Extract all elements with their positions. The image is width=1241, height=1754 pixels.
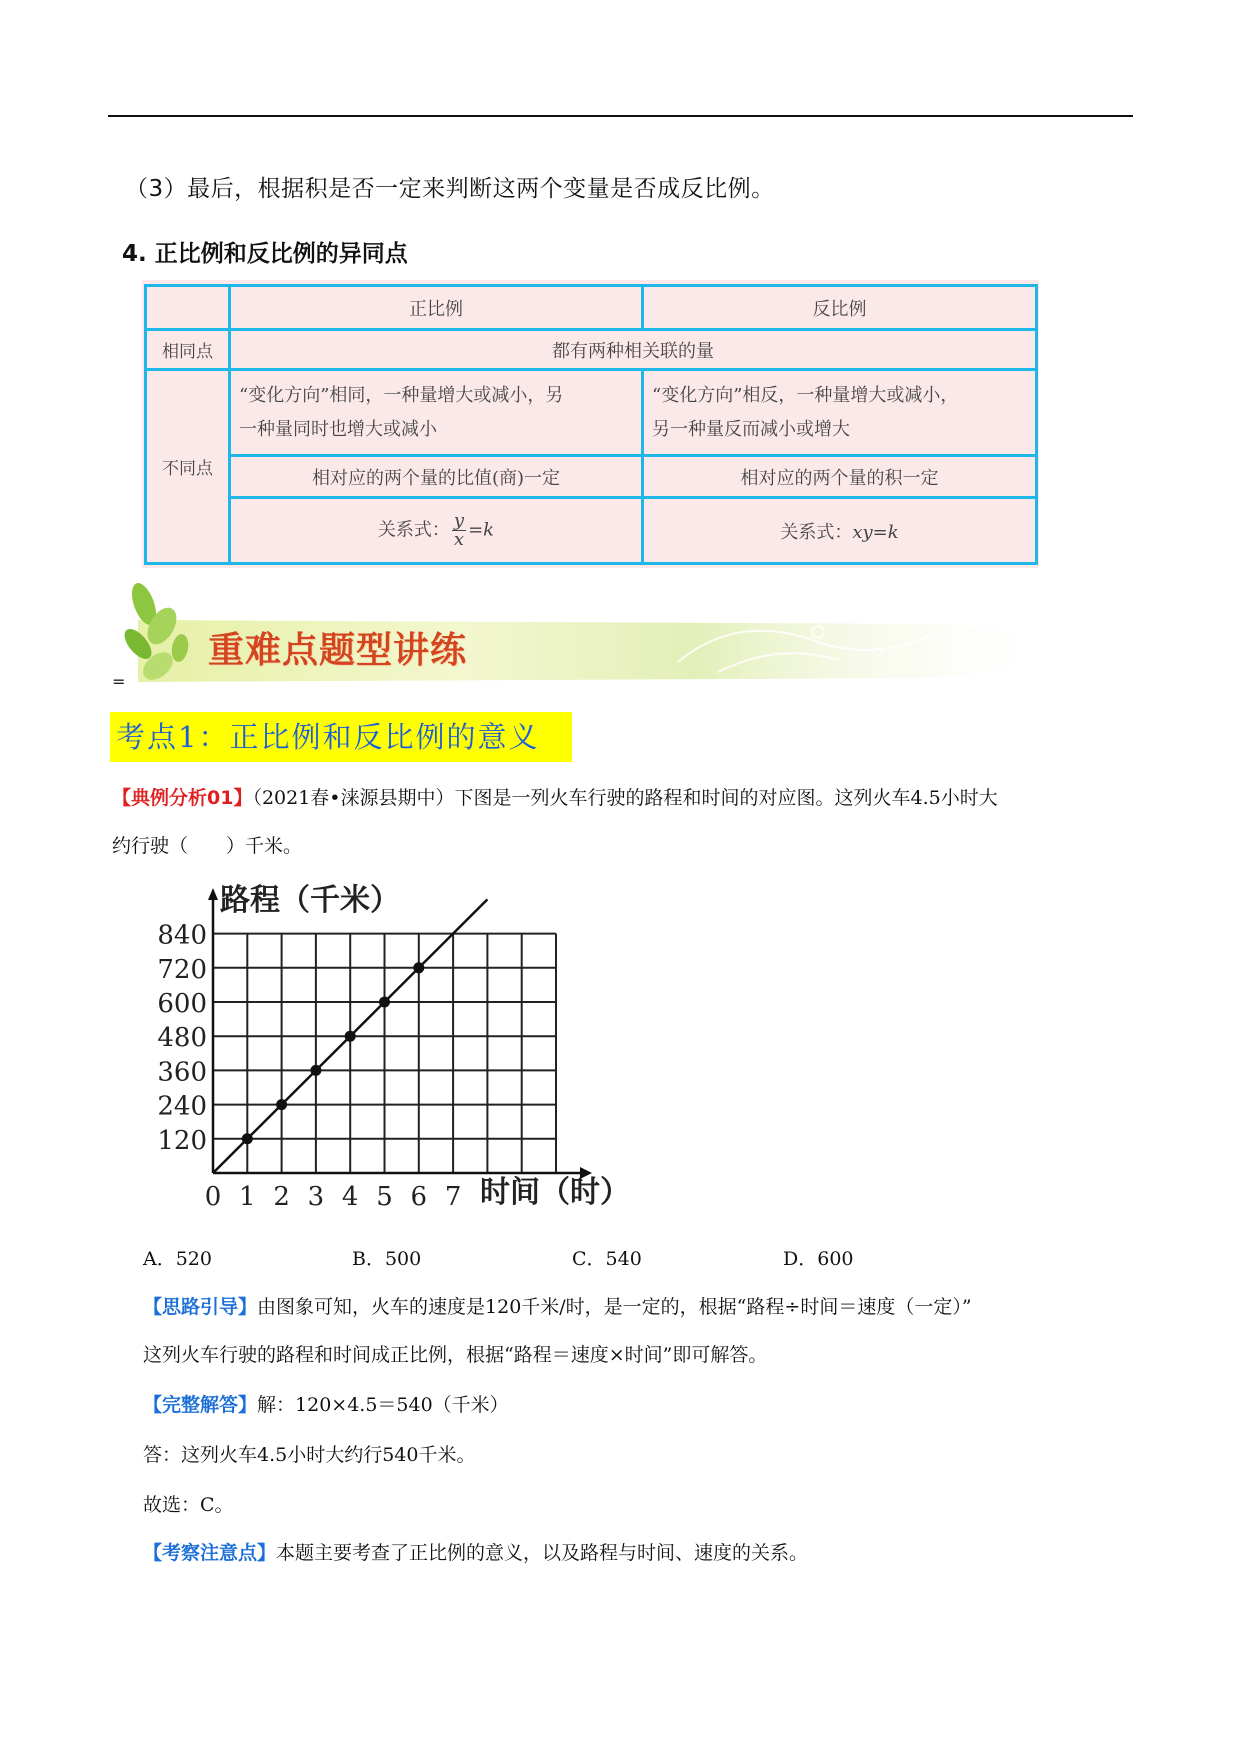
- direct-formula-prefix: 关系式：: [377, 519, 450, 541]
- data-point: [276, 1099, 287, 1110]
- y-axis-label: 路程（千米）: [220, 883, 400, 918]
- data-point: [345, 1031, 356, 1042]
- inverse-formula-expr: xy=k: [852, 521, 899, 543]
- y-tick-label: 480: [157, 1023, 207, 1054]
- y-tick-label: 720: [157, 954, 207, 985]
- table-corner-cell: [146, 286, 230, 330]
- direct-ratio: 相对应的两个量的比值(商)一定: [230, 456, 643, 498]
- inverse-product: 相对应的两个量的积一定: [643, 456, 1037, 498]
- x-tick-label: 5: [376, 1182, 393, 1212]
- data-point: [310, 1065, 321, 1076]
- section4-heading: 4. 正比例和反比例的异同点: [122, 241, 408, 267]
- inverse-formula-prefix: 关系式：: [780, 521, 853, 543]
- x-tick-label: 6: [410, 1182, 428, 1212]
- direct-formula-rhs: =k: [468, 519, 495, 541]
- fraction-denominator: x: [453, 529, 465, 550]
- option-c[interactable]: C．540: [572, 1248, 642, 1270]
- x-tick-label: 2: [273, 1182, 290, 1212]
- analysis-tag: 【思路引导】: [143, 1296, 258, 1318]
- solution-line: [143, 1390, 509, 1417]
- data-point: [413, 962, 424, 973]
- comparison-table-panel: [142, 280, 1039, 568]
- diff-label: 不同点: [146, 370, 230, 564]
- kaodian-heading: 考点1：正比例和反比例的意义: [110, 712, 572, 762]
- direct-change-line2: 一种量同时也增大或减小: [239, 418, 437, 440]
- x-tick-label: 0: [204, 1182, 222, 1212]
- same-text: 都有两种相关联的量: [230, 330, 1037, 370]
- x-tick-label: 1: [239, 1182, 256, 1212]
- comparison-table: [144, 284, 1038, 565]
- chart-y-ticks: [157, 921, 207, 1156]
- banner-title: 重难点题型讲练: [208, 630, 468, 671]
- direct-fraction: [452, 512, 466, 549]
- chart-x-ticks: [205, 1182, 462, 1212]
- data-point: [379, 997, 390, 1008]
- direct-formula: [230, 498, 643, 564]
- same-label: 相同点: [146, 330, 230, 370]
- y-tick-label: 120: [157, 1125, 207, 1156]
- x-tick-label: 4: [341, 1182, 359, 1212]
- option-a[interactable]: A．520: [143, 1248, 212, 1270]
- note-line: [143, 1538, 808, 1565]
- example-question-line2: 约行驶（ ）千米。: [112, 835, 303, 857]
- header-direct: 正比例: [230, 286, 643, 330]
- example-question-line1: [112, 783, 998, 810]
- y-tick-label: 840: [157, 920, 207, 951]
- inverse-change-line1: “变化方向”相反，一种量增大或减小，: [652, 384, 959, 406]
- x-tick-label: 3: [307, 1182, 325, 1212]
- chart-grid: [213, 934, 556, 1173]
- analysis-line1: [143, 1292, 972, 1319]
- answer-line: 答：这列火车4.5小时大约行540千米。: [143, 1444, 476, 1466]
- example-question-text: （2021春•涞源县期中）下图是一列火车行驶的路程和时间的对应图。这列火车4.5小时大: [252, 787, 998, 809]
- direct-change-cell: [230, 370, 643, 456]
- eq-mark: =: [112, 672, 126, 691]
- note-text: 本题主要考查了正比例的意义，以及路程与时间、速度的关系。: [276, 1542, 809, 1564]
- step3-text: （3）最后，根据积是否一定来判断这两个变量是否成反比例。: [125, 176, 775, 202]
- x-axis-label: 时间（时）: [480, 1175, 630, 1210]
- inverse-change-line2: 另一种量反而减小或增大: [652, 418, 850, 440]
- y-axis-arrow-icon: [208, 888, 218, 900]
- option-b[interactable]: B．500: [352, 1248, 422, 1270]
- fraction-numerator: y: [453, 510, 465, 531]
- solution-text: 解：120×4.5＝540（千米）: [257, 1394, 509, 1416]
- inverse-change-cell: [643, 370, 1037, 456]
- option-d[interactable]: D．600: [783, 1248, 854, 1270]
- analysis-line2: 这列火车行驶的路程和时间成正比例，根据“路程＝速度×时间”即可解答。: [143, 1344, 768, 1366]
- chart-axes: [208, 888, 592, 1179]
- note-tag: 【考察注意点】: [143, 1542, 277, 1564]
- data-point: [242, 1133, 253, 1144]
- direct-change-line1: “变化方向”相同，一种量增大或减小，另: [239, 384, 564, 406]
- analysis-text1: 由图象可知，火车的速度是120千米/时，是一定的，根据“路程÷时间＝速度（一定）”: [257, 1296, 972, 1318]
- header-inverse: 反比例: [643, 286, 1037, 330]
- header-rule: [108, 115, 1133, 117]
- y-tick-label: 360: [157, 1057, 207, 1088]
- inverse-formula: [643, 498, 1037, 564]
- x-tick-label: 7: [444, 1182, 462, 1212]
- y-tick-label: 600: [157, 989, 207, 1019]
- solution-tag: 【完整解答】: [143, 1394, 258, 1416]
- example-tag: 【典例分析01】: [112, 787, 253, 809]
- y-tick-label: 240: [157, 1091, 207, 1122]
- distance-time-chart: [140, 880, 660, 1225]
- choice-line: 故选：C。: [143, 1494, 234, 1516]
